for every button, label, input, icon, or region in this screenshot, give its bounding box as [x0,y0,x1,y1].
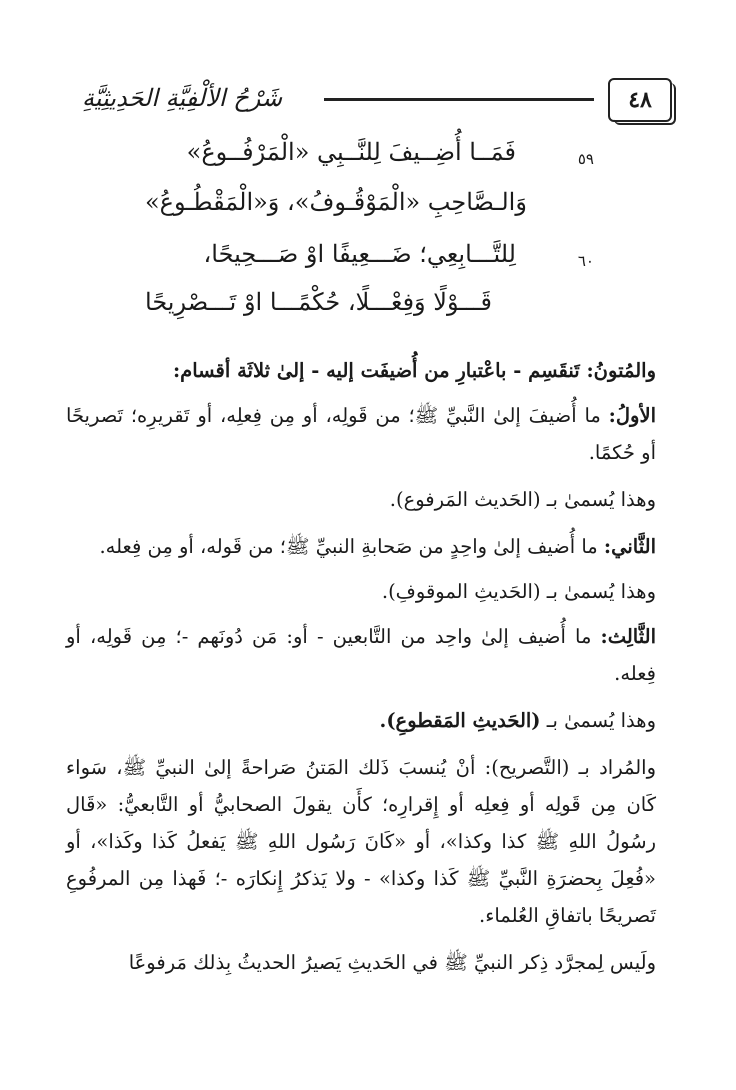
paragraph: والمُراد بـ (التَّصريح): أنْ يُنسبَ ذَلك المَتنُ صَراحةً إلىٰ النبيِّ ﷺ، سَواء كَان مِن قَولِه أو فِعلِه أو إِقرارِه؛ كأَن يقولَ الصحابيُّ أو التَّابعيُّ: «قَال رسُولُ اللهِ ﷺ كذا وكذا»، أو «كَانَ رَسُول اللهِ ﷺ يَفعلُ كَذا وكَذا»، أو «فُعِلَ بِحضرَةِ النَّبيِّ ﷺ كَذا وكذا» - ولا يَذكرُ إِنكارَه -؛ فَهذا مِن المرفُوعِ تَصريحًا باتفاقِ العُلماء. [66,756,656,927]
verse-hemistich: وَالـصَّاحِبِ «الْمَوْقُـوفُ»، وَ«الْمَقْطُـوعُ» [145,188,527,216]
verse-hemistich: فَمَــا أُضِــيفَ لِلنَّــبِي «الْمَرْفُــوعُ» [186,138,516,166]
paragraph: وهذا يُسمىٰ بـ (الحَديثِ الموقوفِ). [381,580,656,603]
paragraph-text: وهذا يُسمىٰ بـ [540,709,656,732]
paragraph [66,618,656,692]
page-number: ٤٨ [608,78,672,122]
paragraph [66,397,656,471]
paragraph-text: ما أُضيف إلىٰ واحِد من التَّابعين - أو: مَن دُونَهم -؛ مِن قَولِه، أو فِعله. [66,625,656,685]
paragraph-text: ما أُضيفَ إلىٰ النَّبيِّ ﷺ؛ من قَولِه، أو مِن فِعلِه، أو تَقريرِه؛ تَصريحًا أو حُكمًا. [66,404,656,464]
verse-hemistich: لِلتَّـــابِعِي؛ ضَـــعِيفًا اوْ صَـــحِيحًا، [203,240,516,268]
category-label: الأولُ: [608,404,656,427]
paragraph: ولَيس لِمجرَّد ذِكر النبيِّ ﷺ في الحَديثِ يَصيرُ الحديثُ بِذلك مَرفوعًا [128,951,656,974]
header-rule [324,98,594,101]
category-label: الثَّالِث: [600,625,656,648]
verse-number: ٥٩ [577,150,594,168]
category-label: الثَّاني: [603,535,656,558]
term-highlight: (الحَديثِ المَقطوعِ). [379,709,541,732]
page-header [62,78,672,122]
verse-hemistich: قَـــوْلًا وَفِعْـــلًا، حُكْمًـــا اوْ تَـــصْرِيحًا [145,288,492,316]
paragraph [66,528,656,565]
paragraph [66,702,656,739]
section-intro: والمُتونُ: تَنقَسِم - باعْتبارِ من أُضيفَت إليه - إلىٰ ثلاثَة أقسام: [172,359,656,382]
paragraph-text: ما أُضيف إلىٰ واحِدٍ من صَحابةِ النبيِّ ﷺ؛ من قَوله، أو مِن فِعله. [99,535,604,558]
body-text [66,352,656,981]
running-title: شَرْحُ الألْفِيَّةِ الحَدِيثِيَّةِ [81,84,283,112]
paragraph: وهذا يُسمىٰ بـ (الحَديث المَرفوع). [389,488,656,511]
verse-number: ٦٠ [577,252,594,270]
